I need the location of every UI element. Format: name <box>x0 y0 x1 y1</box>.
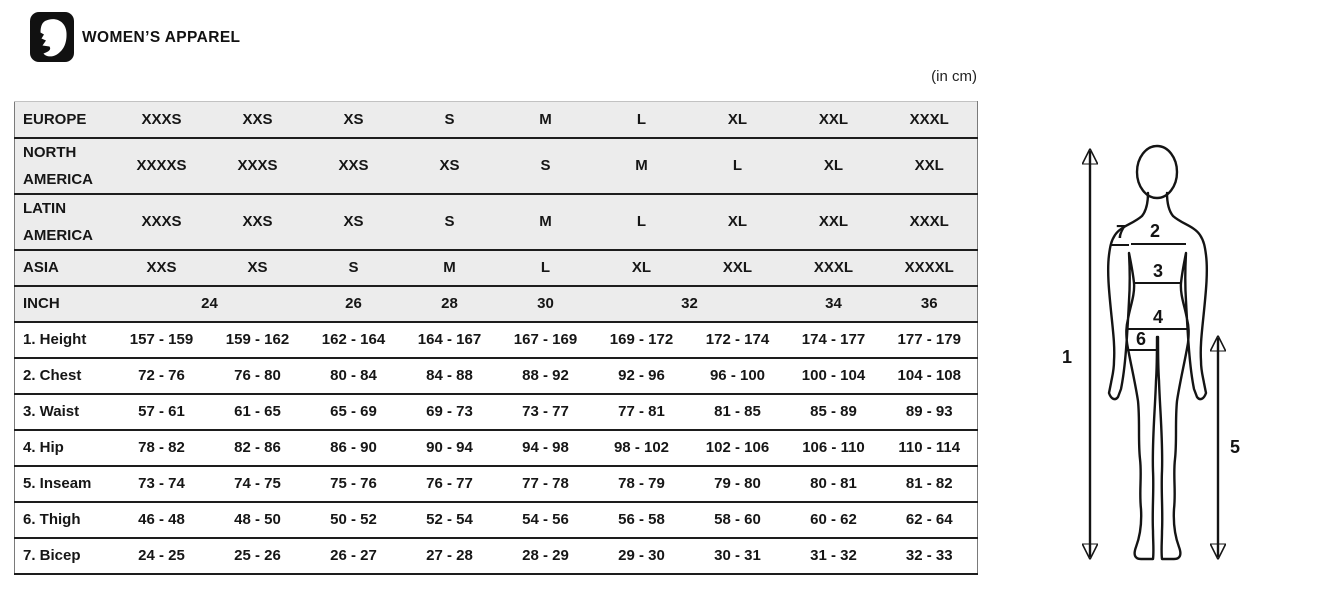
size-cell: 82 - 86 <box>210 430 306 466</box>
size-cell: 100 - 104 <box>786 358 882 394</box>
thigh-label: 6 <box>1135 329 1147 349</box>
size-cell: 94 - 98 <box>498 430 594 466</box>
size-cell: 29 - 30 <box>594 538 690 574</box>
size-cell: 60 - 62 <box>786 502 882 538</box>
size-cell: 102 - 106 <box>690 430 786 466</box>
size-cell: 78 - 82 <box>114 430 210 466</box>
size-cell: XXS <box>114 250 210 286</box>
size-cell: XXS <box>210 194 306 250</box>
size-table-body <box>15 102 978 574</box>
size-cell: 57 - 61 <box>114 394 210 430</box>
size-cell: XXXL <box>786 250 882 286</box>
size-cell: S <box>306 250 402 286</box>
row-label: EUROPE <box>15 102 114 138</box>
diagram-labels <box>1062 221 1240 457</box>
row-label: 5. Inseam <box>15 466 114 502</box>
row-label: 6. Thigh <box>15 502 114 538</box>
table-row <box>15 502 978 538</box>
unit-note: (in cm) <box>931 68 977 85</box>
size-cell: XS <box>306 102 402 138</box>
table-row <box>15 466 978 502</box>
size-cell: 25 - 26 <box>210 538 306 574</box>
size-cell: 48 - 50 <box>210 502 306 538</box>
size-cell: 62 - 64 <box>882 502 978 538</box>
size-cell: 50 - 52 <box>306 502 402 538</box>
size-cell: XXXL <box>882 102 978 138</box>
size-cell: 32 - 33 <box>882 538 978 574</box>
size-cell: 174 - 177 <box>786 322 882 358</box>
size-cell: 172 - 174 <box>690 322 786 358</box>
row-label: 3. Waist <box>15 394 114 430</box>
size-cell: XXXS <box>114 102 210 138</box>
size-cell: 96 - 100 <box>690 358 786 394</box>
size-cell: 28 <box>402 286 498 322</box>
size-cell: XXS <box>306 138 402 194</box>
size-cell: 24 <box>114 286 306 322</box>
size-cell: 104 - 108 <box>882 358 978 394</box>
size-cell: M <box>498 102 594 138</box>
size-cell: XXL <box>882 138 978 194</box>
size-cell: 86 - 90 <box>306 430 402 466</box>
table-row <box>15 430 978 466</box>
row-label: INCH <box>15 286 114 322</box>
row-label: 2. Chest <box>15 358 114 394</box>
size-cell: XXS <box>210 102 306 138</box>
size-cell: XXL <box>690 250 786 286</box>
size-cell: L <box>594 194 690 250</box>
body-measurement-diagram <box>1045 131 1275 591</box>
size-cell: L <box>594 102 690 138</box>
size-cell: 30 - 31 <box>690 538 786 574</box>
table-row <box>15 286 978 322</box>
size-cell: 30 <box>498 286 594 322</box>
row-label: 4. Hip <box>15 430 114 466</box>
size-cell: XS <box>402 138 498 194</box>
size-cell: 110 - 114 <box>882 430 978 466</box>
size-cell: 169 - 172 <box>594 322 690 358</box>
size-cell: 76 - 80 <box>210 358 306 394</box>
row-label: ASIA <box>15 250 114 286</box>
size-cell: XXXXS <box>114 138 210 194</box>
size-cell: 88 - 92 <box>498 358 594 394</box>
size-cell: 162 - 164 <box>306 322 402 358</box>
size-cell: S <box>498 138 594 194</box>
size-cell: 80 - 84 <box>306 358 402 394</box>
size-cell: 75 - 76 <box>306 466 402 502</box>
size-cell: 26 - 27 <box>306 538 402 574</box>
table-row <box>15 538 978 574</box>
size-cell: 32 <box>594 286 786 322</box>
size-cell: 54 - 56 <box>498 502 594 538</box>
page-title: WOMEN’S APPAREL <box>82 29 241 46</box>
size-cell: 31 - 32 <box>786 538 882 574</box>
size-cell: 26 <box>306 286 402 322</box>
size-cell: 77 - 81 <box>594 394 690 430</box>
table-row <box>15 102 978 138</box>
size-cell: 73 - 77 <box>498 394 594 430</box>
size-cell: 69 - 73 <box>402 394 498 430</box>
size-cell: 159 - 162 <box>210 322 306 358</box>
hip-label: 4 <box>1152 307 1164 327</box>
size-cell: M <box>498 194 594 250</box>
waist-label: 3 <box>1152 261 1164 281</box>
size-cell: XXXXL <box>882 250 978 286</box>
bicep-label: 7 <box>1115 222 1127 242</box>
size-cell: 81 - 85 <box>690 394 786 430</box>
table-row <box>15 394 978 430</box>
size-cell: 84 - 88 <box>402 358 498 394</box>
row-label: LATIN AMERICA <box>15 194 114 250</box>
size-cell: XXXS <box>210 138 306 194</box>
size-table <box>14 101 977 575</box>
size-cell: 81 - 82 <box>882 466 978 502</box>
size-cell: 164 - 167 <box>402 322 498 358</box>
size-cell: XL <box>786 138 882 194</box>
table-row <box>15 250 978 286</box>
size-cell: XXL <box>786 194 882 250</box>
inseam-label: 5 <box>1229 437 1241 457</box>
size-cell: S <box>402 102 498 138</box>
size-cell: M <box>594 138 690 194</box>
size-cell: 73 - 74 <box>114 466 210 502</box>
size-cell: 28 - 29 <box>498 538 594 574</box>
size-cell: 56 - 58 <box>594 502 690 538</box>
woman-head-icon <box>30 12 74 62</box>
size-cell: 65 - 69 <box>306 394 402 430</box>
chest-label: 2 <box>1149 221 1161 241</box>
size-cell: 78 - 79 <box>594 466 690 502</box>
row-label: 7. Bicep <box>15 538 114 574</box>
table-row <box>15 358 978 394</box>
size-cell: 90 - 94 <box>402 430 498 466</box>
size-cell: XS <box>306 194 402 250</box>
size-cell: 80 - 81 <box>786 466 882 502</box>
size-cell: 61 - 65 <box>210 394 306 430</box>
size-cell: XS <box>210 250 306 286</box>
size-cell: 79 - 80 <box>690 466 786 502</box>
size-cell: 74 - 75 <box>210 466 306 502</box>
size-cell: 85 - 89 <box>786 394 882 430</box>
size-cell: XXXL <box>882 194 978 250</box>
size-cell: XL <box>690 102 786 138</box>
table-row <box>15 322 978 358</box>
size-cell: 106 - 110 <box>786 430 882 466</box>
size-cell: 76 - 77 <box>402 466 498 502</box>
size-cell: S <box>402 194 498 250</box>
size-cell: L <box>498 250 594 286</box>
size-cell: 24 - 25 <box>114 538 210 574</box>
size-cell: XL <box>594 250 690 286</box>
size-cell: 157 - 159 <box>114 322 210 358</box>
table-row <box>15 138 978 194</box>
size-cell: 52 - 54 <box>402 502 498 538</box>
size-cell: 177 - 179 <box>882 322 978 358</box>
size-cell: 27 - 28 <box>402 538 498 574</box>
size-cell: L <box>690 138 786 194</box>
measurement-lines <box>1111 244 1188 350</box>
size-cell: XXXS <box>114 194 210 250</box>
size-cell: 92 - 96 <box>594 358 690 394</box>
size-cell: 72 - 76 <box>114 358 210 394</box>
size-cell: 98 - 102 <box>594 430 690 466</box>
size-cell: 34 <box>786 286 882 322</box>
table-row <box>15 194 978 250</box>
row-label: NORTH AMERICA <box>15 138 114 194</box>
size-cell: XXL <box>786 102 882 138</box>
size-cell: M <box>402 250 498 286</box>
size-cell: 77 - 78 <box>498 466 594 502</box>
height-label: 1 <box>1061 347 1073 367</box>
size-cell: 167 - 169 <box>498 322 594 358</box>
body-outline <box>1108 146 1207 559</box>
size-cell: 58 - 60 <box>690 502 786 538</box>
size-cell: XL <box>690 194 786 250</box>
row-label: 1. Height <box>15 322 114 358</box>
size-cell: 46 - 48 <box>114 502 210 538</box>
size-cell: 36 <box>882 286 978 322</box>
size-cell: 89 - 93 <box>882 394 978 430</box>
